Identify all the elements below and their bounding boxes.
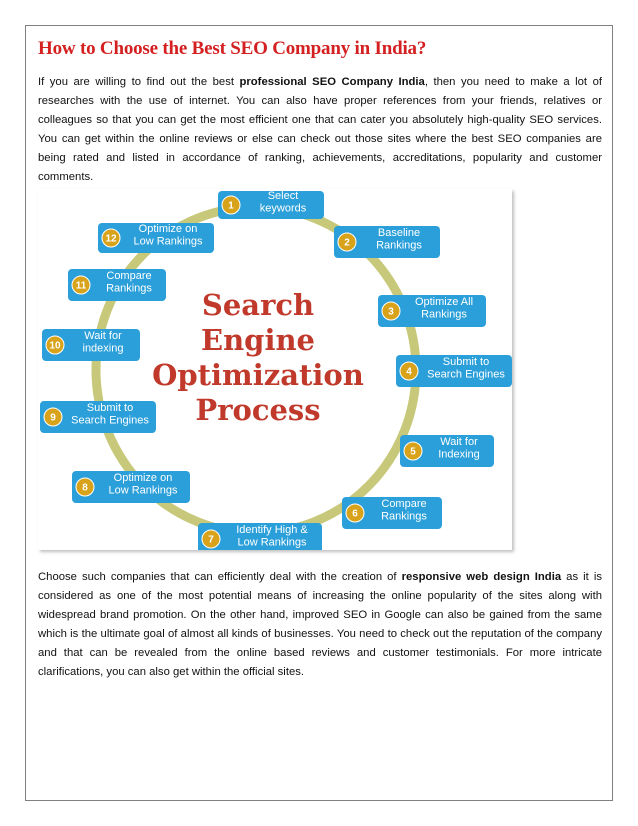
seo-company-link-text: professional SEO Company India [239,76,425,88]
step-10 [42,329,140,361]
step-label-line: Select [267,190,299,202]
intro-text-2: , then you need to make a lot of researches with the use of internet. You can also have proper references from your friends, relatives or colleagues so that you can get the most efficient one that can cater you absolutely high-quality SEO services. You can get within the online reviews or else can check out those sites where the best SEO companies are being rated and listed in accordance of ranking, achievements, accreditations, popularity and customer comments. [38,76,602,183]
step-2 [334,226,440,258]
step-number: 3 [388,306,394,318]
closing-text-1: Choose such companies that can efficiently deal with the creation of [38,571,402,583]
step-1 [218,190,324,219]
step-label-line: indexing [82,342,124,355]
step-number: 12 [105,233,117,245]
step-8 [72,471,190,503]
intro-paragraph [38,73,602,187]
step-label-line: Baseline [377,227,421,239]
step-label-line: Submit to [442,356,490,368]
step-label-line: Rankings [376,239,422,252]
step-label-line: Optimize All [414,296,474,308]
step-5 [400,435,494,467]
step-3 [378,295,486,327]
step-label-line: Indexing [438,448,480,461]
step-number: 6 [352,508,358,520]
step-label-line: Wait for [440,436,478,448]
step-label-line: Optimize on [138,223,198,235]
step-4 [396,355,512,387]
web-design-link-text: responsive web design India [401,571,562,583]
step-9 [40,401,156,433]
step-11 [68,269,166,301]
center-title-line-2: Engine [200,323,316,357]
closing-text-2: as it is considered as one of the most potential means of increasing the online popularity of the sites along with widespread brand promotion. On the other hand, improved SEO in Google can also be gained from the same which is the ultimate goal of almost all kinds of businesses. You need to check out the reputation of the company and that can be revealed from the online based reviews and customer testimonials. For more intricate clarifications, you can also get within the official sites. [38,571,602,678]
step-label-line: Rankings [421,308,467,321]
step-label-line: Submit to [86,402,134,414]
step-label-line: Search Engines [427,368,505,381]
step-number: 11 [75,280,87,292]
seo-process-diagram [38,189,512,550]
step-number: 9 [50,412,56,424]
step-label-line: Compare [381,498,427,510]
page-title: How to Choose the Best SEO Company in India? [38,38,427,59]
intro-text-1: If you are willing to find out the best [38,76,240,88]
center-title-line-1: Search [201,288,315,322]
step-7 [198,523,322,550]
step-6 [342,497,442,529]
step-label-line: Low Rankings [108,484,178,497]
step-label-line: Identify High & [236,524,308,536]
step-number: 1 [228,200,234,212]
step-number: 7 [208,534,214,546]
step-number: 5 [410,446,416,458]
center-title-line-4: Process [195,393,321,427]
step-label-line: Low Rankings [237,536,307,549]
step-12 [98,223,214,253]
step-label-line: Rankings [106,282,152,295]
step-label-line: Low Rankings [133,235,203,248]
step-label-line: Compare [106,270,152,282]
step-number: 4 [406,366,412,378]
closing-paragraph [38,568,602,682]
step-number: 2 [344,237,350,249]
step-number: 8 [82,482,88,494]
center-title-line-3: Optimization [152,358,364,392]
step-number: 10 [49,340,61,352]
step-label-line: Wait for [84,330,122,342]
step-label-line: Search Engines [71,414,149,427]
step-label-line: keywords [259,202,307,215]
step-label-line: Rankings [381,510,427,523]
step-label-line: Optimize on [113,472,173,484]
